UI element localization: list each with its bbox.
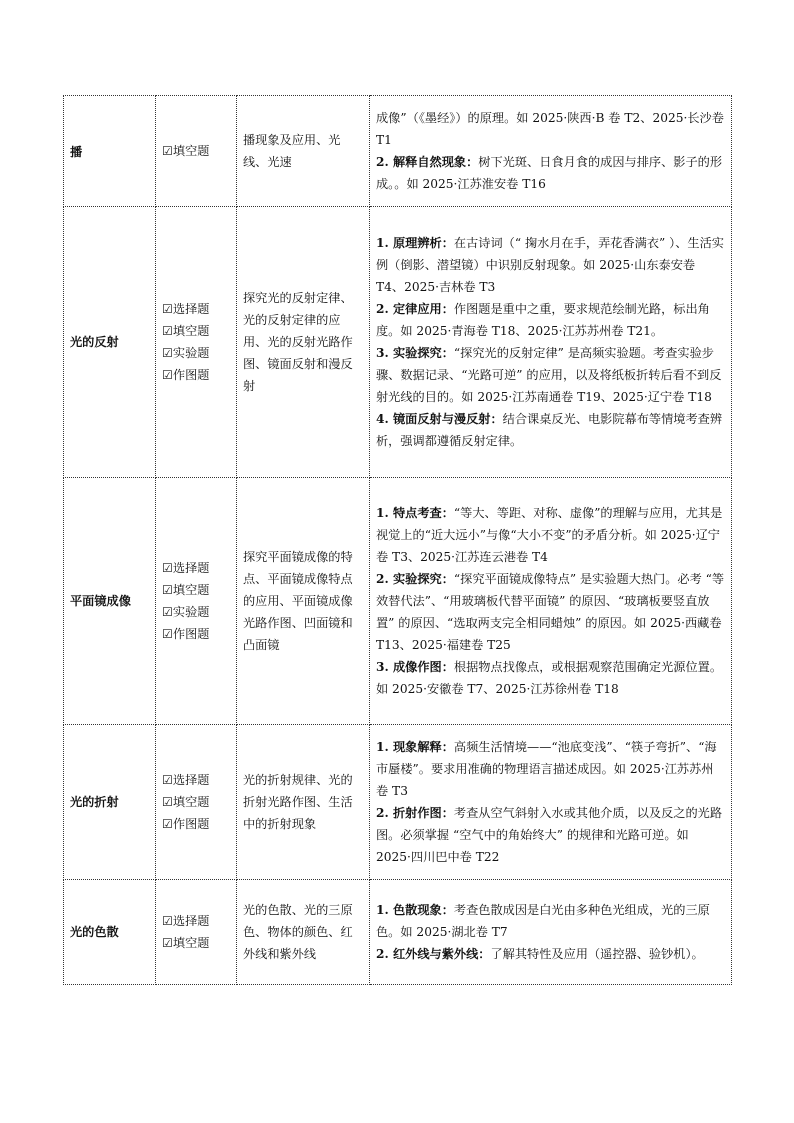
topic-cell: 光的折射 — [64, 725, 156, 880]
topic-cell: 平面镜成像 — [64, 478, 156, 725]
question-type: ☑填空题 — [162, 583, 210, 597]
key-point: 3. 实验探究：“探究光的反射定律” 是高频实验题。考查实验步骤、数据记录、“光路可逆” 的应用，以及将纸板折转后看不到反射光线的目的。如 2025·江苏南通卷 T19、2025·辽宁卷 T18 — [376, 346, 722, 404]
key-point: 4. 镜面反射与漫反射：结合课桌反光、电影院幕布等情境考查辨析，强调都遵循反射定律。 — [376, 412, 723, 448]
table-row — [64, 207, 732, 478]
key-points-cell — [370, 725, 732, 880]
question-type: ☑填空题 — [162, 795, 210, 809]
scope-cell: 探究平面镜成像的特点、平面镜成像特点的应用、平面镜成像光路作图、凹面镜和凸面镜 — [237, 478, 370, 725]
key-point: 2. 红外线与紫外线：了解其特性及应用（遥控器、验钞机）。 — [376, 947, 704, 961]
question-type: ☑实验题 — [162, 605, 210, 619]
question-type: ☑选择题 — [162, 561, 210, 575]
key-points-cell — [370, 880, 732, 985]
question-types-cell — [156, 725, 237, 880]
key-point: 1. 特点考查：“等大、等距、对称、虚像”的理解与应用，尤其是视觉上的“近大远小”与像“大小不变”的矛盾分析。如 2025·辽宁卷 T3、2025·江苏连云港卷 T4 — [376, 506, 723, 564]
question-type: ☑填空题 — [162, 324, 210, 338]
key-point: 1. 色散现象：考查色散成因是白光由多种色光组成，光的三原色。如 2025·湖北卷 T7 — [376, 903, 710, 939]
question-type: ☑填空题 — [162, 936, 210, 950]
key-point: 2. 实验探究：“探究平面镜成像特点” 是实验题大热门。必考 “等效替代法”、“用玻璃板代替平面镜” 的原因、“玻璃板要竖直放置” 的原因、“选取两支完全相同蜡烛” 的原因。如 2025·西藏卷 T13、2025·福建卷 T25 — [376, 572, 725, 652]
key-points-cell — [370, 96, 732, 207]
key-points-cell — [370, 478, 732, 725]
exam-analysis-table — [63, 95, 732, 985]
question-type: ☑选择题 — [162, 302, 210, 316]
key-points-cell — [370, 207, 732, 478]
table-row — [64, 478, 732, 725]
scope-cell: 播现象及应用、光线、光速 — [237, 96, 370, 207]
topic-cell: 播 — [64, 96, 156, 207]
question-types-cell — [156, 207, 237, 478]
question-type: ☑作图题 — [162, 817, 210, 831]
table-row — [64, 96, 732, 207]
key-point: 1. 现象解释：高频生活情境——“池底变浅”、“筷子弯折”、“海市蜃楼”。要求用准确的物理语言描述成因。如 2025·江苏苏州卷 T3 — [376, 740, 717, 798]
key-point: 2. 定律应用：作图题是重中之重，要求规范绘制光路，标出角度。如 2025·青海卷 T18、2025·江苏苏州卷 T21。 — [376, 302, 710, 338]
key-point: 成像”（《墨经》）的原理。如 2025·陕西·B 卷 T2、2025·长沙卷 T1 — [376, 111, 724, 147]
question-type: ☑选择题 — [162, 914, 210, 928]
table-row — [64, 880, 732, 985]
topic-cell: 光的反射 — [64, 207, 156, 478]
question-types-cell — [156, 880, 237, 985]
question-type: ☑填空题 — [162, 144, 210, 158]
key-point: 1. 原理辨析：在古诗词（“ 掬水月在手，弄花香满衣” ）、生活实例（倒影、潜望镜）中识别反射现象。如 2025·山东泰安卷 T4、2025·吉林卷 T3 — [376, 236, 724, 294]
question-types-cell — [156, 96, 237, 207]
scope-cell: 探究光的反射定律、光的反射定律的应用、光的反射光路作图、镜面反射和漫反射 — [237, 207, 370, 478]
key-point: 2. 解释自然现象：树下光斑、日食月食的成因与排序、影子的形成。。如 2025·江苏淮安卷 T16 — [376, 155, 723, 191]
question-type: ☑实验题 — [162, 346, 210, 360]
table-row — [64, 725, 732, 880]
question-type: ☑选择题 — [162, 773, 210, 787]
question-types-cell — [156, 478, 237, 725]
key-point: 3. 成像作图：根据物点找像点，或根据观察范围确定光源位置。如 2025·安徽卷 T7、2025·江苏徐州卷 T18 — [376, 660, 723, 696]
scope-cell: 光的色散、光的三原色、物体的颜色、红外线和紫外线 — [237, 880, 370, 985]
question-type: ☑作图题 — [162, 368, 210, 382]
question-type: ☑作图题 — [162, 627, 210, 641]
scope-cell: 光的折射规律、光的折射光路作图、生活中的折射现象 — [237, 725, 370, 880]
topic-cell: 光的色散 — [64, 880, 156, 985]
key-point: 2. 折射作图：考查从空气斜射入水或其他介质，以及反之的光路图。必须掌握 “空气中的角始终大” 的规律和光路可逆。如 2025·四川巴中卷 T22 — [376, 806, 723, 864]
